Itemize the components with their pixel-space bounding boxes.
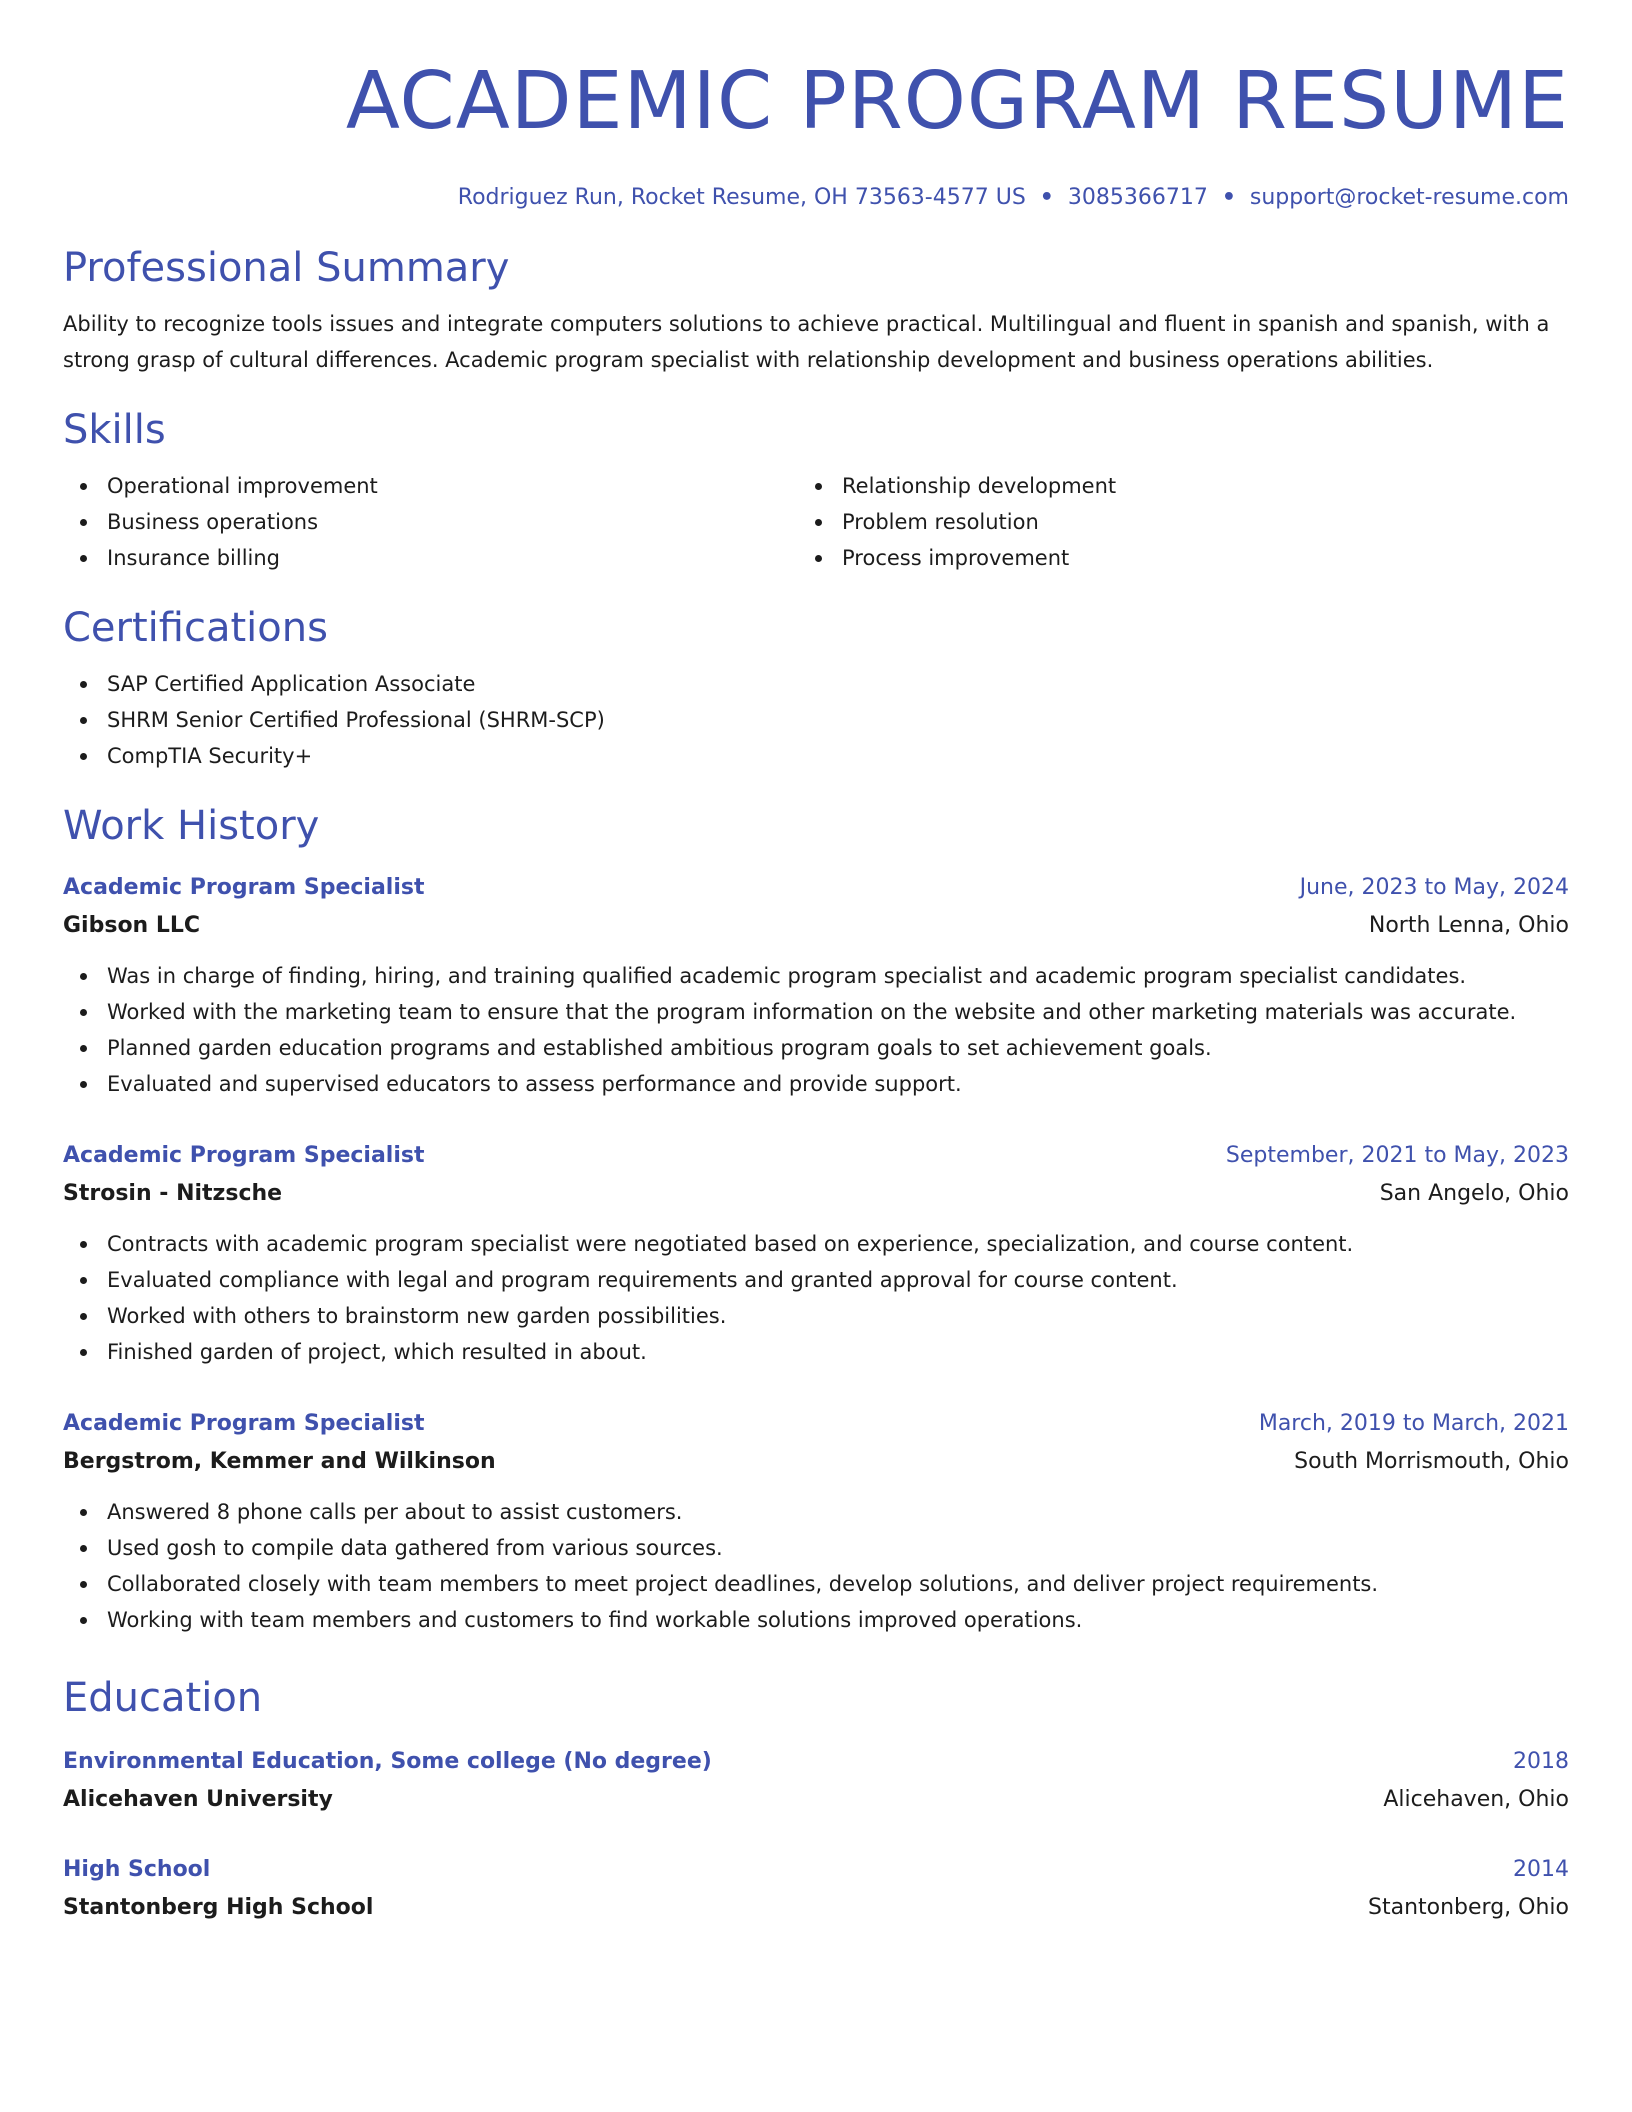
job-dates: June, 2023 to May, 2024 [1299,875,1569,900]
skills-column-right [798,468,1533,576]
bullet-icon [80,1509,87,1516]
job-company-row [63,1174,1569,1214]
section-heading: Skills [63,407,166,453]
job-bullet-text: Used gosh to compile data gathered from various sources. [107,1536,723,1560]
job-bullet-text: Evaluated and supervised educators to assess performance and provide support. [107,1072,962,1096]
education-degree-row [63,1744,1569,1780]
education-year: 2018 [1513,1749,1569,1774]
job-entry [63,870,1569,1102]
professional-summary-section [63,244,1569,378]
job-bullets [63,958,1569,1102]
job-company: Strosin - Nitzsche [63,1181,283,1206]
job-bullets [63,1494,1569,1638]
contact-email[interactable]: support@rocket-resume.com [1249,185,1569,210]
job-bullet [63,1226,1569,1262]
job-company-row [63,1442,1569,1482]
resume-title: ACADEMIC PROGRAM RESUME [345,55,1569,147]
job-bullets [63,1226,1569,1370]
job-bullet [63,994,1569,1030]
skill-item [63,504,798,540]
bullet-icon [80,717,87,724]
education-school-row [63,1780,1569,1820]
bullet-icon [80,519,87,526]
job-bullet-text: Finished garden of project, which resulted in about. [107,1340,647,1364]
job-company-row [63,906,1569,946]
job-entry [63,1406,1569,1638]
job-company: Bergstrom, Kemmer and Wilkinson [63,1449,496,1474]
job-bullet [63,1494,1569,1530]
certification-label: SHRM Senior Certified Professional (SHRM-SCP) [107,708,605,732]
job-role: Academic Program Specialist [63,1143,425,1168]
job-bullet [63,958,1569,994]
section-heading: Education [63,1675,263,1721]
job-bullet [63,1602,1569,1638]
education-location: Alicehaven, Ohio [1383,1787,1569,1812]
job-bullet-text: Was in charge of finding, hiring, and training qualified academic program specialist and academic program specialist candidates. [107,964,1467,988]
bullet-icon [80,753,87,760]
skill-label: Business operations [107,510,319,534]
certification-item [63,702,1569,738]
job-bullet-text: Contracts with academic program specialist were negotiated based on experience, specialization, and course content. [107,1232,1354,1256]
skills-column-left [63,468,798,576]
job-bullet-text: Worked with others to brainstorm new garden possibilities. [107,1304,727,1328]
job-bullet-text: Planned garden education programs and established ambitious program goals to set achievement goals. [107,1036,1212,1060]
job-location: North Lenna, Ohio [1368,913,1569,938]
bullet-icon [80,483,87,490]
bullet-icon [80,1617,87,1624]
job-bullet-text: Evaluated compliance with legal and program requirements and granted approval for course content. [107,1268,1178,1292]
bullet-icon [815,483,822,490]
bullet-icon [80,1349,87,1356]
job-role: Academic Program Specialist [63,1411,425,1436]
skill-label: Problem resolution [842,510,1039,534]
job-title-row [63,1138,1569,1174]
education-entry [63,1852,1569,1928]
education-degree: High School [63,1857,211,1882]
bullet-icon [80,1045,87,1052]
education-school: Stantonberg High School [63,1895,374,1920]
job-title-row [63,870,1569,906]
resume-header [63,56,1569,212]
job-bullet [63,1530,1569,1566]
job-bullet [63,1066,1569,1102]
section-heading: Professional Summary [63,245,510,291]
certification-label: CompTIA Security+ [107,744,313,768]
skill-item [798,540,1533,576]
skill-item [798,504,1533,540]
contact-address: Rodriguez Run, Rocket Resume, OH 73563-4577 US [457,185,1026,210]
job-location: San Angelo, Ohio [1379,1181,1569,1206]
bullet-icon [815,519,822,526]
bullet-icon [80,555,87,562]
section-heading: Certifications [63,605,328,651]
contact-separator: • [1221,185,1236,210]
job-bullet-text: Collaborated closely with team members to meet project deadlines, develop solutions, and deliver project requirements. [107,1572,1379,1596]
education-section [63,1674,1569,1928]
bullet-icon [80,1545,87,1552]
bullet-icon [80,1241,87,1248]
bullet-icon [80,1081,87,1088]
work-history-section [63,802,1569,1638]
bullet-icon [815,555,822,562]
certification-item [63,666,1569,702]
bullet-icon [80,973,87,980]
certifications-section [63,604,1569,774]
job-bullet [63,1262,1569,1298]
skill-label: Process improvement [842,546,1070,570]
education-school: Alicehaven University [63,1787,333,1812]
education-year: 2014 [1513,1857,1569,1882]
bullet-icon [80,1313,87,1320]
education-school-row [63,1888,1569,1928]
skill-label: Insurance billing [107,546,281,570]
bullet-icon [80,1581,87,1588]
job-role: Academic Program Specialist [63,875,425,900]
job-bullet [63,1030,1569,1066]
education-location: Stantonberg, Ohio [1368,1895,1569,1920]
job-bullet [63,1566,1569,1602]
education-degree-row [63,1852,1569,1888]
education-degree: Environmental Education, Some college (No degree) [63,1749,712,1774]
job-title-row [63,1406,1569,1442]
bullet-icon [80,681,87,688]
certifications-list [63,666,1569,774]
skill-label: Operational improvement [107,474,378,498]
bullet-icon [80,1277,87,1284]
skill-item [798,468,1533,504]
job-bullet-text: Worked with the marketing team to ensure that the program information on the website and other marketing materials was accurate. [107,1000,1517,1024]
job-entry [63,1138,1569,1370]
section-heading: Work History [63,803,320,849]
bullet-icon [80,1009,87,1016]
skill-item [63,468,798,504]
skill-label: Relationship development [842,474,1117,498]
summary-text: Ability to recognize tools issues and integrate computers solutions to achieve practical. Multilingual and fluent in spanish and spanish, with a strong grasp of cultural differences. Academic program specialist with relationship development and business operations abilities. [63,312,1550,372]
job-bullet [63,1334,1569,1370]
job-bullet-text: Working with team members and customers to find workable solutions improved operations. [107,1608,1083,1632]
contact-separator: • [1039,185,1054,210]
contact-phone: 3085366717 [1067,185,1208,210]
job-bullet-text: Answered 8 phone calls per about to assist customers. [107,1500,683,1524]
contact-info [63,184,1569,212]
certification-item [63,738,1569,774]
certification-label: SAP Certified Application Associate [107,672,476,696]
job-dates: March, 2019 to March, 2021 [1258,1411,1569,1436]
skill-item [63,540,798,576]
job-location: South Morrismouth, Ohio [1294,1449,1569,1474]
skills-section [63,406,1569,576]
job-bullet [63,1298,1569,1334]
job-company: Gibson LLC [63,913,201,938]
job-dates: September, 2021 to May, 2023 [1225,1143,1569,1168]
skills-grid [63,468,1569,576]
education-entry [63,1744,1569,1820]
